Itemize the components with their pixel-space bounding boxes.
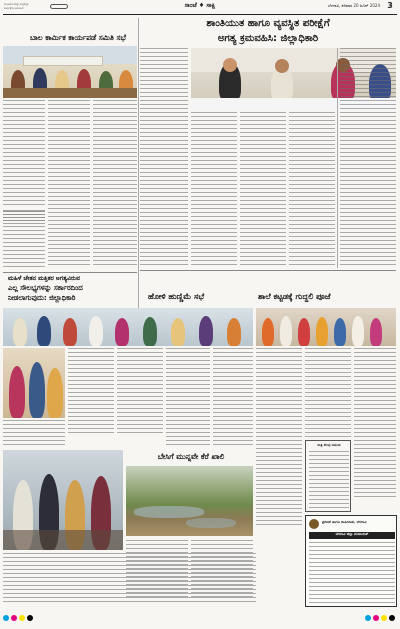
headline-women-2: ಎಲ್ಲ ಸೌಲಭ್ಯಗಳನ್ನು ಸರ್ಕಾರದಿಂದ bbox=[8, 284, 83, 292]
color-dot bbox=[27, 615, 33, 621]
main-article-col-3 bbox=[240, 112, 286, 266]
small-notice-title: ರಾತ್ರಿ ಕೆಲವು ಸಮಯ bbox=[317, 443, 341, 447]
headline-holi: ಹೋಳಿ ಹುಣ್ಣಿಮೆ ಸಭೆ bbox=[148, 292, 205, 301]
masthead-icon bbox=[50, 4, 68, 9]
color-dot bbox=[381, 615, 387, 621]
holi-text-1 bbox=[68, 348, 114, 436]
rain-text-2 bbox=[191, 540, 253, 600]
main-article-col-1 bbox=[140, 48, 188, 266]
small-notice-box bbox=[305, 440, 351, 512]
col-rule-left bbox=[138, 18, 139, 308]
meeting-photo-left bbox=[3, 46, 137, 98]
masthead-left-small: ಶಾಂತಿಯುತ ಮತ್ತು ಸುವ್ಯವಸ್ಥಿತ bbox=[4, 3, 29, 6]
sub-heading-box bbox=[3, 210, 45, 224]
rule-holi bbox=[140, 270, 396, 271]
main-article-col-2 bbox=[191, 112, 237, 266]
color-dot bbox=[373, 615, 379, 621]
holi-text-3 bbox=[166, 348, 210, 448]
headline-school: ಶಾಲೆ ಕಟ್ಟಡಕ್ಕೆ ಗುದ್ದಲಿ ಪೂಜೆ bbox=[258, 292, 331, 301]
school-text-1 bbox=[256, 348, 302, 418]
bottom-left-photo bbox=[3, 450, 123, 550]
article-text-left-1 bbox=[3, 100, 45, 208]
color-dot bbox=[11, 615, 17, 621]
masthead-left-small-2: ಕಾರ್ಯಕ್ರಮ ಆಯೋಜನೆ bbox=[4, 7, 24, 10]
masthead-date: ಬೆಳಗಾವಿ, ಶನಿವಾರ 20 ಜೂನ್ 2024 bbox=[327, 3, 380, 8]
col-rule-right bbox=[337, 48, 338, 268]
headline-child-labour: ಬಾಲ ಕಾರ್ಮಿಕ ಕಾರ್ಯಪಡೆ ಸಮಿತಿ ಸಭೆ bbox=[30, 33, 126, 42]
middle-text-col bbox=[256, 420, 302, 528]
headline-women-3: ನೀಡಲಾಗುವುದು: ಜಿಲ್ಲಾಧಿಕಾರಿ bbox=[8, 294, 76, 302]
holi-text-4 bbox=[213, 348, 253, 448]
school-text-2 bbox=[305, 348, 351, 438]
headline-rain: ಬೇಸಿಗೆ ಮುನ್ನವೇ ಕೆರೆ ಖಾಲಿ bbox=[157, 452, 225, 461]
headline-main-1: ಶಾಂತಿಯುತ ಹಾಗೂ ವ್ಯವಸ್ಥಿತ ಪರೀಕ್ಷೆಗೆ bbox=[206, 18, 330, 29]
rain-text-1 bbox=[126, 540, 188, 600]
ad-title: ಪ್ರಕಟಣೆ ಹಾಗೂ ಜಾಹೀರಾತು, ಬೆಳಗಾವಿ bbox=[322, 520, 367, 524]
ad-emblem-icon bbox=[309, 519, 319, 529]
color-registration-bar bbox=[3, 612, 397, 624]
right-col-text-1 bbox=[340, 48, 396, 266]
dry-lake-photo bbox=[126, 466, 253, 536]
ad-subtitle: ಬೆಳಗಾವಿ ಜಿಲ್ಲಾ ಪಂಚಾಯತ್ bbox=[309, 532, 395, 539]
main-article-col-4 bbox=[289, 112, 335, 266]
rule-women bbox=[3, 272, 137, 273]
color-dot bbox=[19, 615, 25, 621]
color-dot bbox=[365, 615, 371, 621]
headline-main-2: ಅಗತ್ಯ ಕ್ರಮವಹಿಸಿ: ಜಿಲ್ಲಾಧಿಕಾರಿ bbox=[217, 33, 319, 44]
page-number: 3 bbox=[387, 1, 393, 10]
holi-text-2 bbox=[117, 348, 163, 436]
women-event-photo bbox=[3, 348, 65, 418]
article-text-left-2 bbox=[48, 100, 90, 268]
holi-meeting-photo bbox=[3, 308, 253, 346]
school-foundation-photo bbox=[256, 308, 396, 346]
school-text-3 bbox=[354, 348, 396, 498]
headline-women-1: ಮಹಿಳೆ ಚೇತನ ಮತ್ತಿತರ ಅಗತ್ಯವಿರುವ bbox=[8, 275, 80, 282]
women-text-1 bbox=[3, 420, 65, 448]
masthead-logo: ಸಾಂಜೆ ♦ ಸಾಕ್ಷಿ bbox=[184, 2, 216, 9]
color-dot bbox=[3, 615, 9, 621]
article-text-left-4 bbox=[3, 226, 45, 268]
advertisement-box bbox=[305, 515, 397, 607]
masthead-rule bbox=[3, 14, 397, 15]
article-text-left-3 bbox=[93, 100, 137, 268]
color-dot bbox=[389, 615, 395, 621]
